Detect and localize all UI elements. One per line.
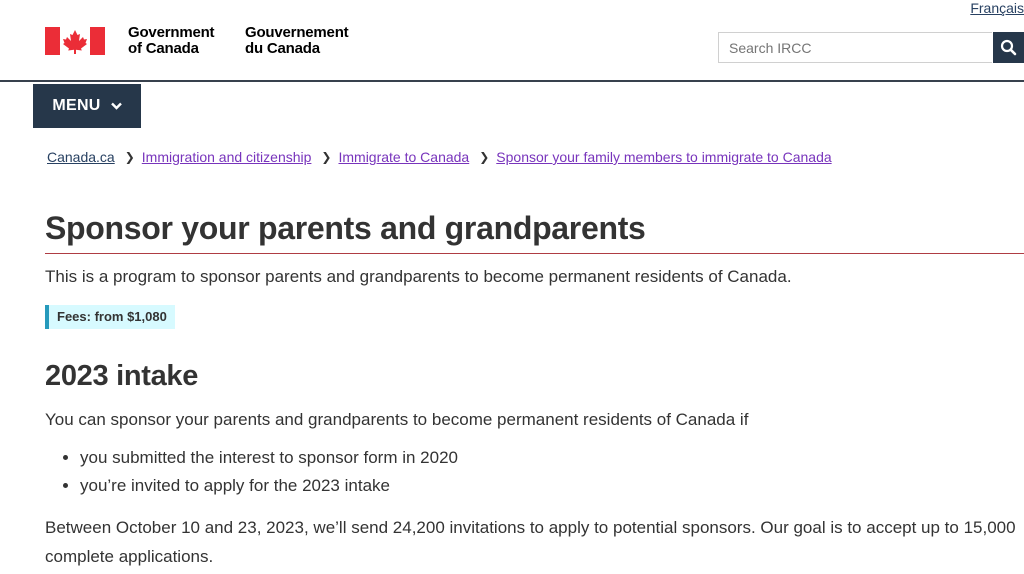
chevron-right-icon: ❯: [321, 150, 332, 164]
menu-button[interactable]: [33, 84, 141, 128]
invitations-paragraph: Between October 10 and 23, 2023, we’ll send 24,200 invitations to apply to potential sponsors. Our goal is to accept up to 15,000 complete applications.: [45, 518, 1016, 566]
chevron-down-icon: [111, 102, 122, 110]
fees-badge: Fees: from $1,080: [45, 305, 175, 329]
signature-fr-line2: du Canada: [245, 40, 320, 57]
section-heading: 2023 intake: [45, 360, 199, 392]
search-icon: [993, 32, 1024, 63]
section-intro: You can sponsor your parents and grandparents to become permanent residents of Canada if: [45, 410, 749, 429]
government-signature-en[interactable]: [128, 25, 214, 57]
list-item: • you’re invited to apply for the 2023 intake: [80, 475, 458, 496]
page-title: Sponsor your parents and grandparents: [45, 210, 1024, 254]
breadcrumb-link-canada[interactable]: Canada.ca: [47, 149, 115, 165]
chevron-right-icon: ❯: [124, 150, 135, 164]
breadcrumb-link-immigrate[interactable]: Immigrate to Canada: [338, 149, 470, 165]
site-header: [0, 0, 1024, 82]
eligibility-list: [45, 447, 458, 503]
signature-en-line2: of Canada: [128, 40, 199, 57]
search-button[interactable]: [993, 32, 1024, 63]
government-signature-fr[interactable]: [245, 25, 348, 57]
breadcrumb-link-sponsor-family[interactable]: Sponsor your family members to immigrate to Canada: [496, 149, 832, 165]
signature-fr-line1: Gouvernement: [245, 24, 349, 41]
menu-label: MENU: [52, 97, 101, 114]
signature-en-line1: Government: [128, 24, 215, 41]
chevron-right-icon: ❯: [479, 150, 490, 164]
language-toggle-link[interactable]: Français: [970, 0, 1024, 16]
breadcrumb: [47, 149, 832, 165]
canada-flag-icon[interactable]: [45, 27, 105, 55]
intro-text: This is a program to sponsor parents and grandparents to become permanent residents of Canada.: [45, 267, 792, 286]
breadcrumb-link-immigration[interactable]: Immigration and citizenship: [141, 149, 312, 165]
search-input[interactable]: [718, 32, 992, 63]
list-item: • you submitted the interest to sponsor form in 2020: [80, 447, 458, 468]
